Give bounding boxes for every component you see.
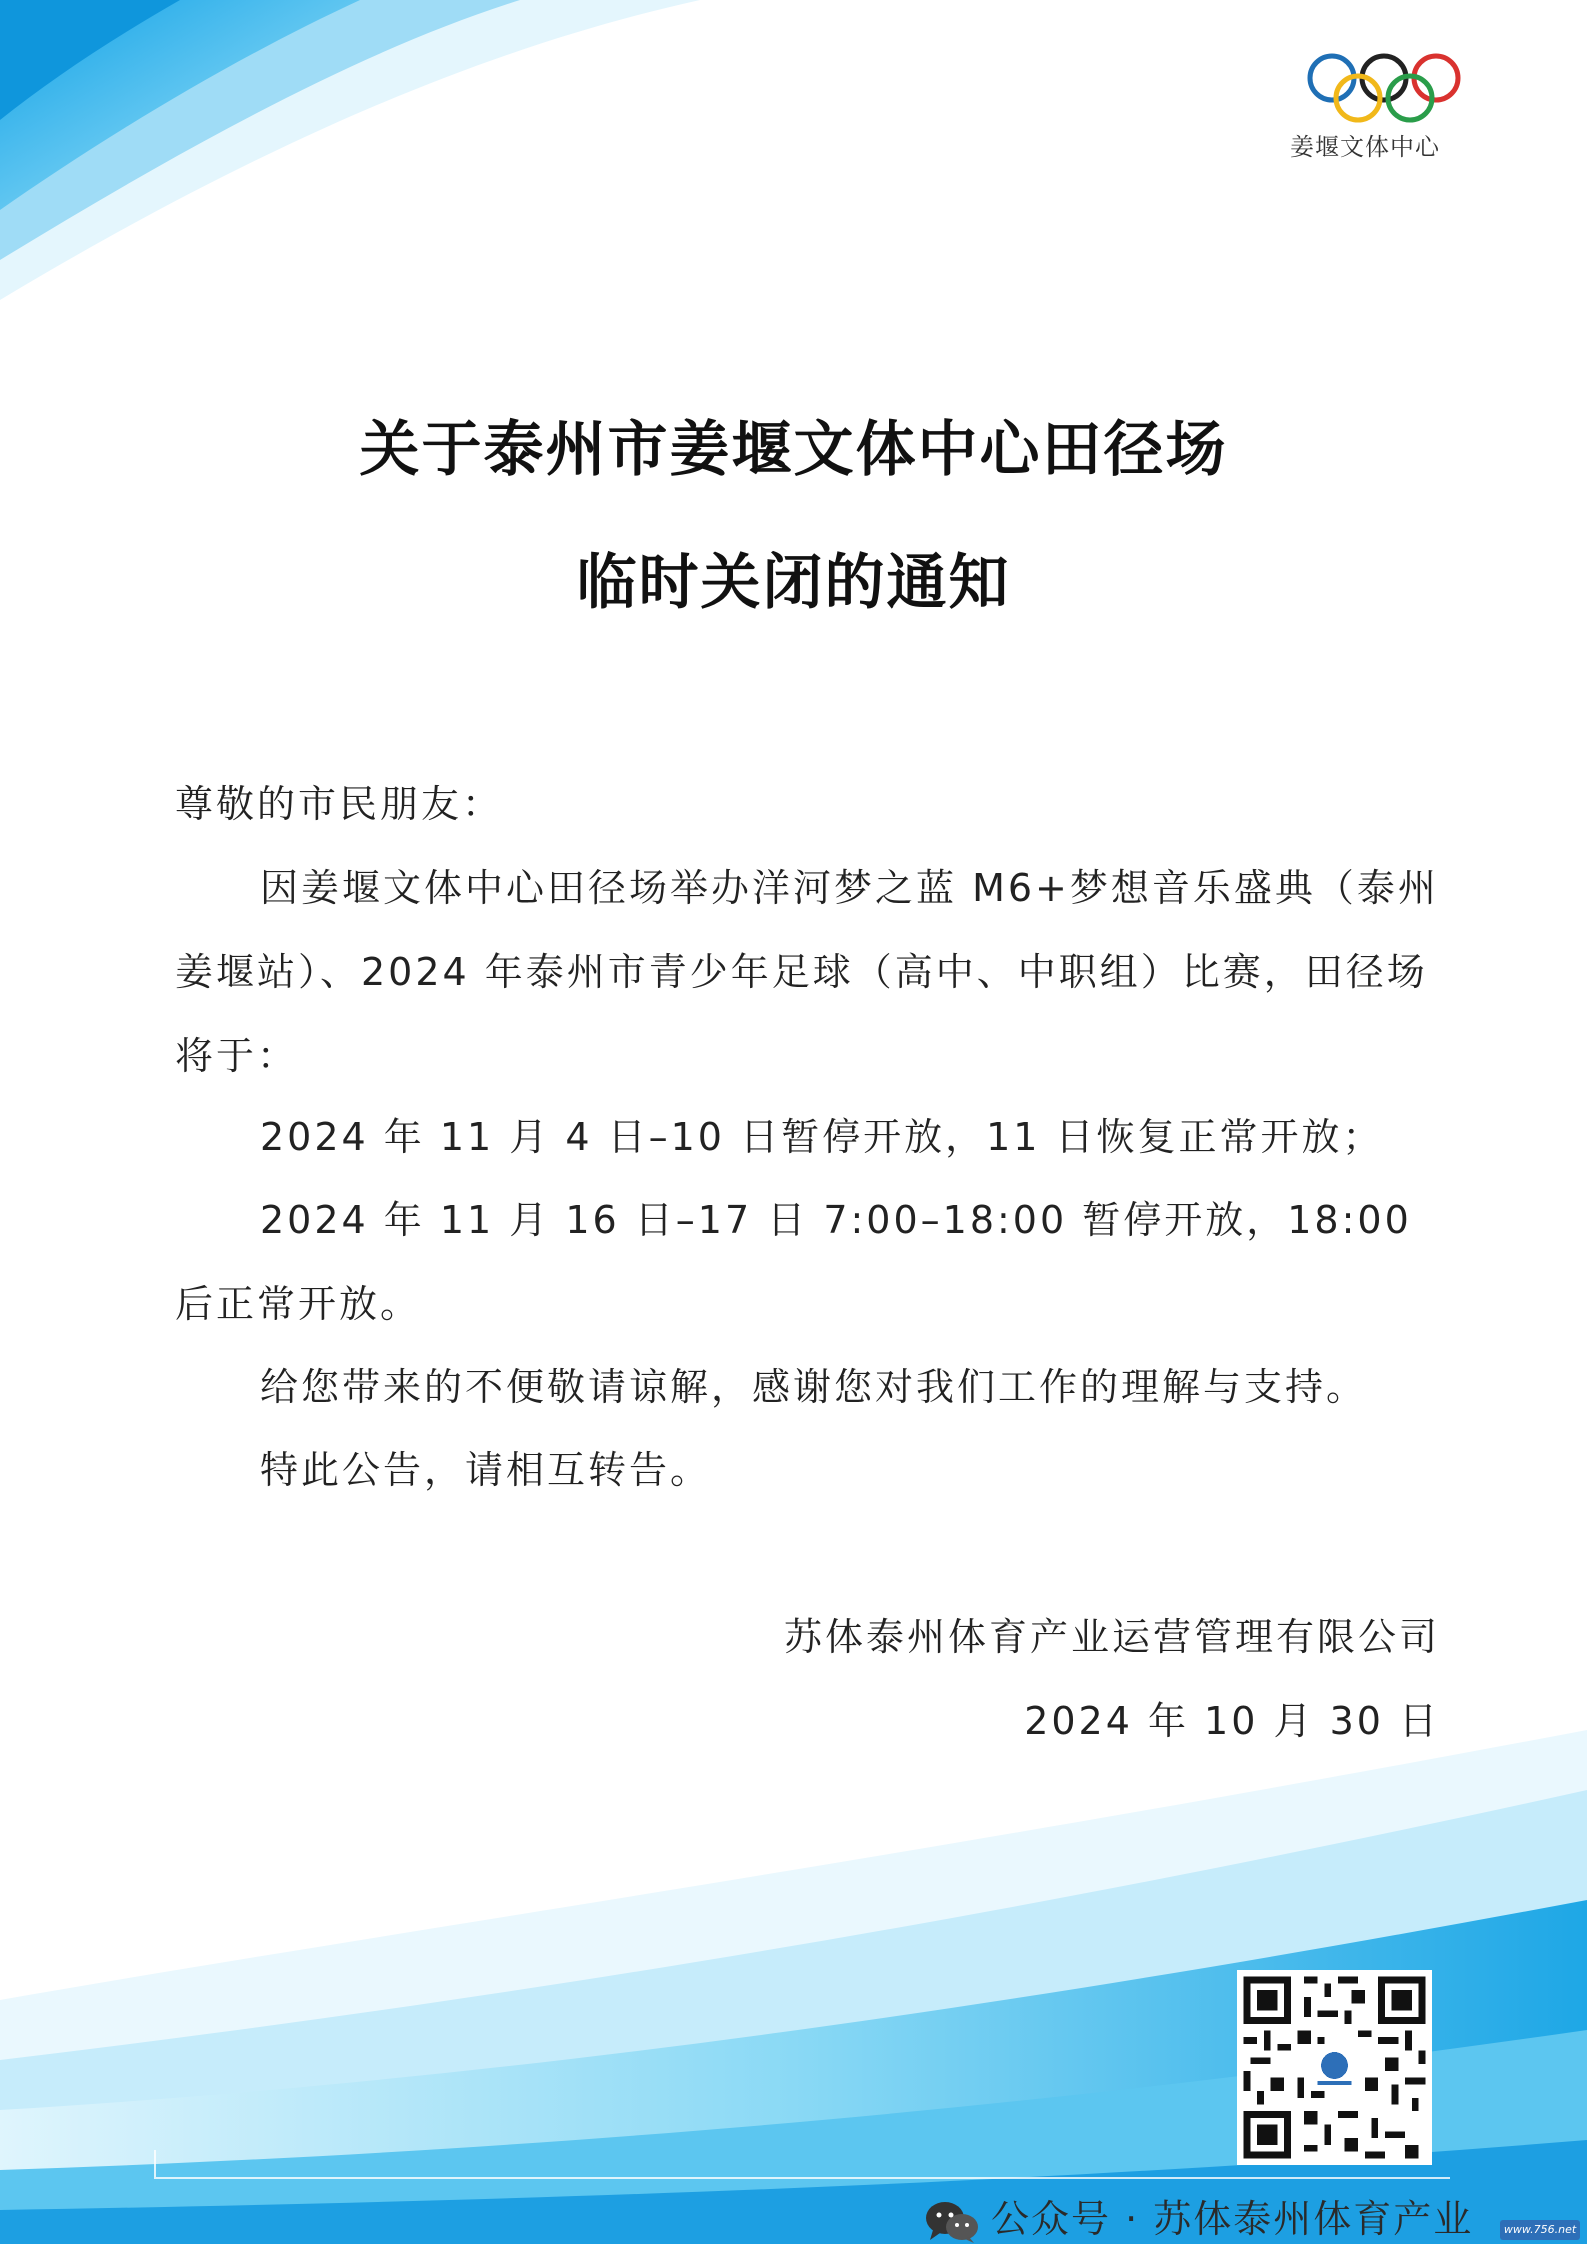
- paragraph-apology: 给您带来的不便敬请谅解，感谢您对我们工作的理解与支持。: [260, 1365, 1368, 1409]
- olympic-rings-icon: [1304, 48, 1464, 123]
- olympic-rings-logo: [1290, 48, 1480, 162]
- watermark: www.756.net: [1500, 2220, 1580, 2240]
- greeting: 尊敬的市民朋友：: [175, 782, 504, 826]
- footer-account-text: 公众号 · 苏体泰州体育产业: [991, 2197, 1474, 2241]
- paragraph-closure-2: 2024 年 11 月 16 日–17 日 7:00–18:00 暂停开放，18:00 后正常开放。: [175, 1198, 1412, 1326]
- footer-account: [925, 2188, 1473, 2244]
- paragraph-announcement: 特此公告，请相互转告。: [260, 1448, 712, 1492]
- signature-date: 2024 年 10 月 30 日: [1024, 1699, 1440, 1743]
- qr-code: [1237, 1970, 1432, 2165]
- paragraph-event: 因姜堰文体中心田径场举办洋河梦之蓝 M6+梦想音乐盛典（泰州姜堰站）、2024 年泰州市青少年足球（高中、中职组）比赛，田径场将于：: [175, 866, 1439, 1078]
- signature-company: 苏体泰州体育产业运营管理有限公司: [783, 1615, 1440, 1659]
- wechat-icon: [925, 2200, 979, 2244]
- logo-text: 姜堰文体中心: [1290, 133, 1440, 161]
- notice-title-line1: 关于泰州市姜堰文体中心田径场: [359, 415, 1228, 485]
- notice-title-line2: 临时关闭的通知: [576, 548, 1011, 618]
- paragraph-closure-1: 2024 年 11 月 4 日–10 日暂停开放，11 日恢复正常开放；: [260, 1115, 1384, 1159]
